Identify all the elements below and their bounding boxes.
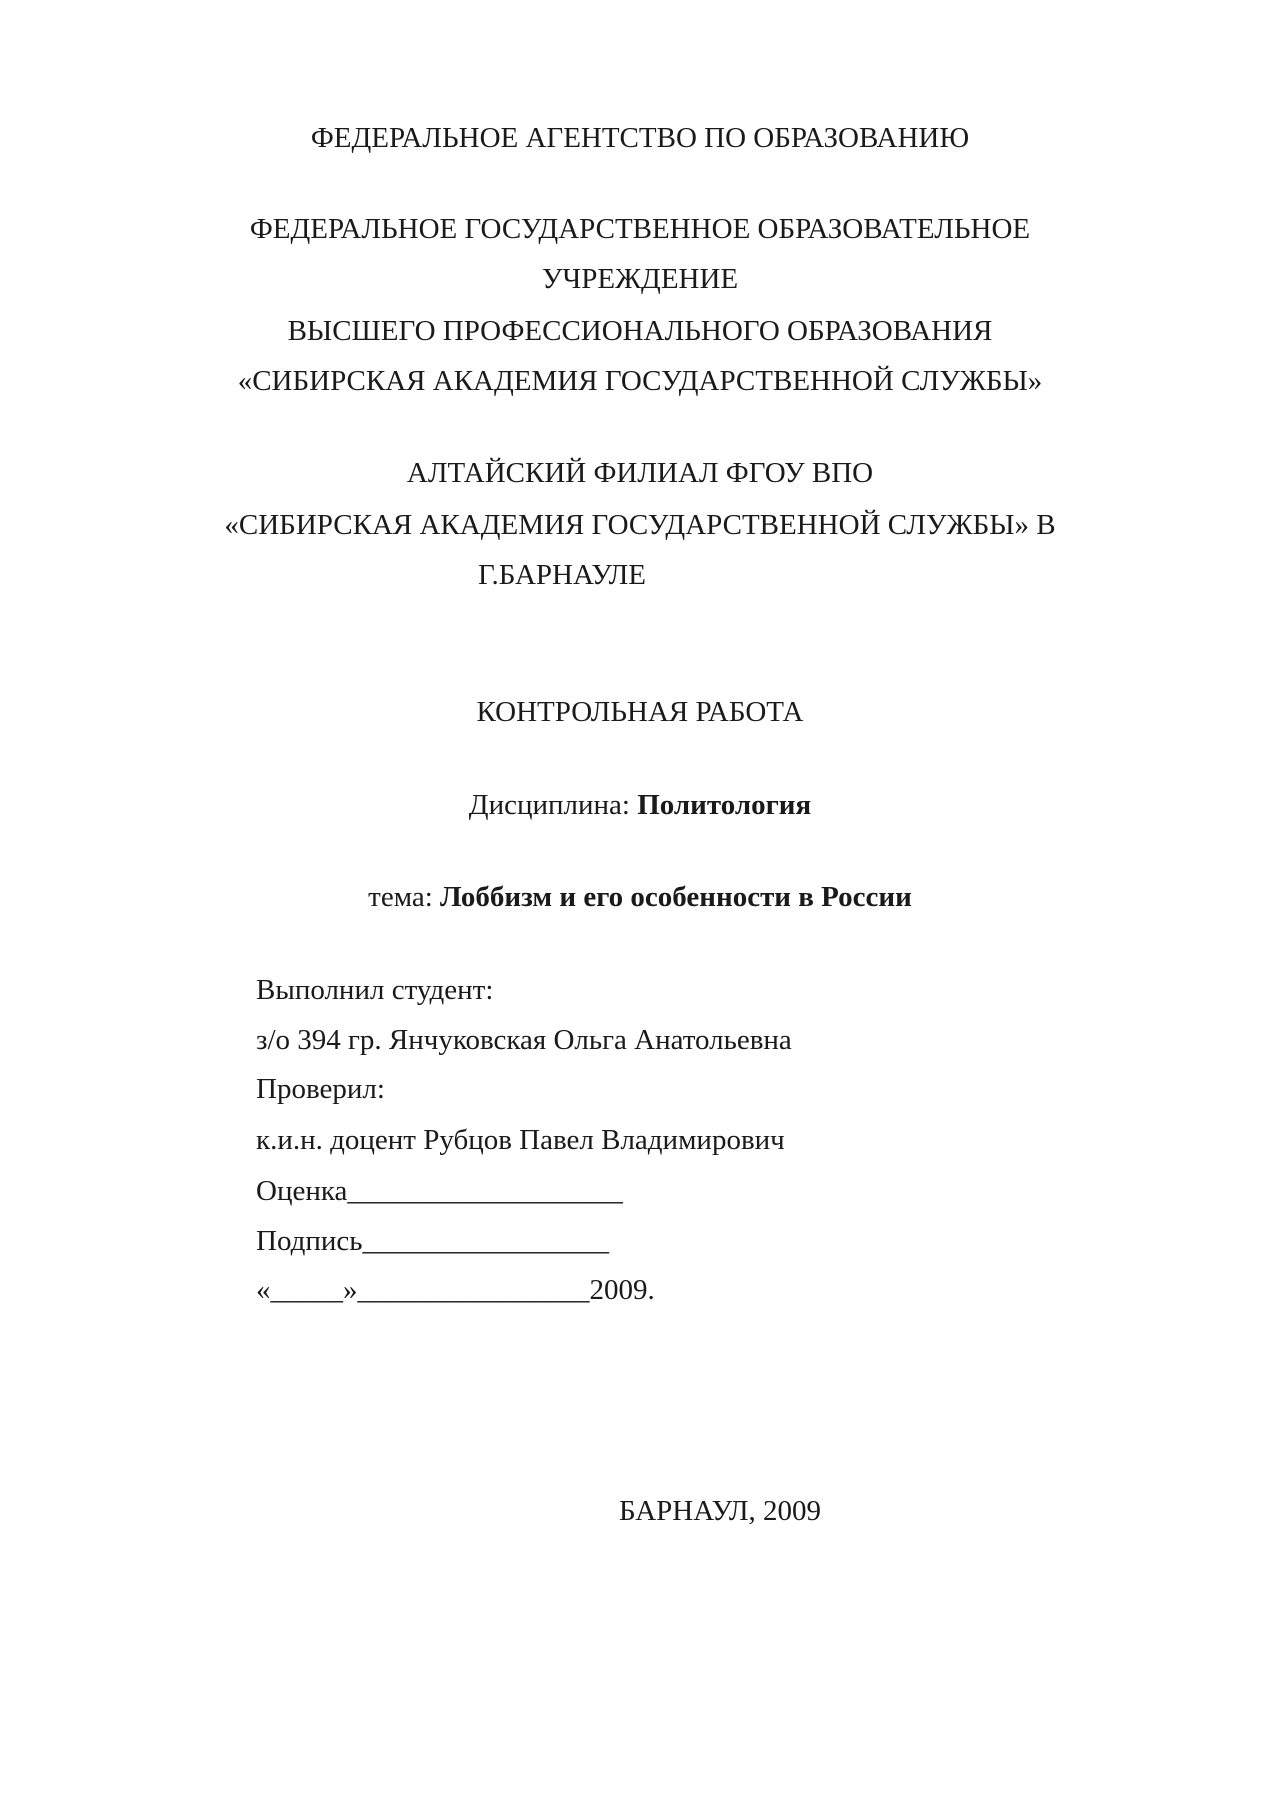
- institution-line-4: «СИБИРСКАЯ АКАДЕМИЯ ГОСУДАРСТВЕННОЙ СЛУЖБЫ»: [237, 365, 1043, 397]
- discipline-line: [0, 788, 1280, 822]
- work-type-title: КОНТРОЛЬНАЯ РАБОТА: [476, 696, 804, 728]
- institution-line-2: УЧРЕЖДЕНИЕ: [541, 263, 739, 295]
- topic-value: Лоббизм и его особенности в России: [440, 881, 912, 913]
- date-line: «_____»________________2009.: [256, 1274, 655, 1306]
- topic-label: тема:: [368, 881, 441, 913]
- student-name: з/о 394 гр. Янчуковская Ольга Анатольевна: [256, 1024, 792, 1056]
- checker-name: к.и.н. доцент Рубцов Павел Владимирович: [256, 1124, 785, 1156]
- branch-line-2: «СИБИРСКАЯ АКАДЕМИЯ ГОСУДАРСТВЕННОЙ СЛУЖБЫ» В: [224, 509, 1056, 541]
- agency-title: ФЕДЕРАЛЬНОЕ АГЕНТСТВО ПО ОБРАЗОВАНИЮ: [310, 122, 970, 154]
- signature-line: Подпись_________________: [256, 1225, 609, 1257]
- discipline-label: Дисциплина:: [468, 789, 638, 821]
- branch-line-1: АЛТАЙСКИЙ ФИЛИАЛ ФГОУ ВПО: [406, 457, 874, 489]
- institution-line-1: ФЕДЕРАЛЬНОЕ ГОСУДАРСТВЕННОЕ ОБРАЗОВАТЕЛЬНОЕ: [249, 213, 1031, 245]
- institution-line-3: ВЫСШЕГО ПРОФЕССИОНАЛЬНОГО ОБРАЗОВАНИЯ: [287, 315, 993, 347]
- performed-label: Выполнил студент:: [256, 974, 494, 1006]
- city-year: БАРНАУЛ, 2009: [618, 1495, 822, 1527]
- grade-line: Оценка___________________: [256, 1175, 623, 1207]
- branch-line-3: Г.БАРНАУЛЕ: [477, 559, 647, 591]
- discipline-value: Политология: [637, 789, 812, 821]
- topic-line: [0, 880, 1280, 914]
- checked-label: Проверил:: [256, 1073, 385, 1105]
